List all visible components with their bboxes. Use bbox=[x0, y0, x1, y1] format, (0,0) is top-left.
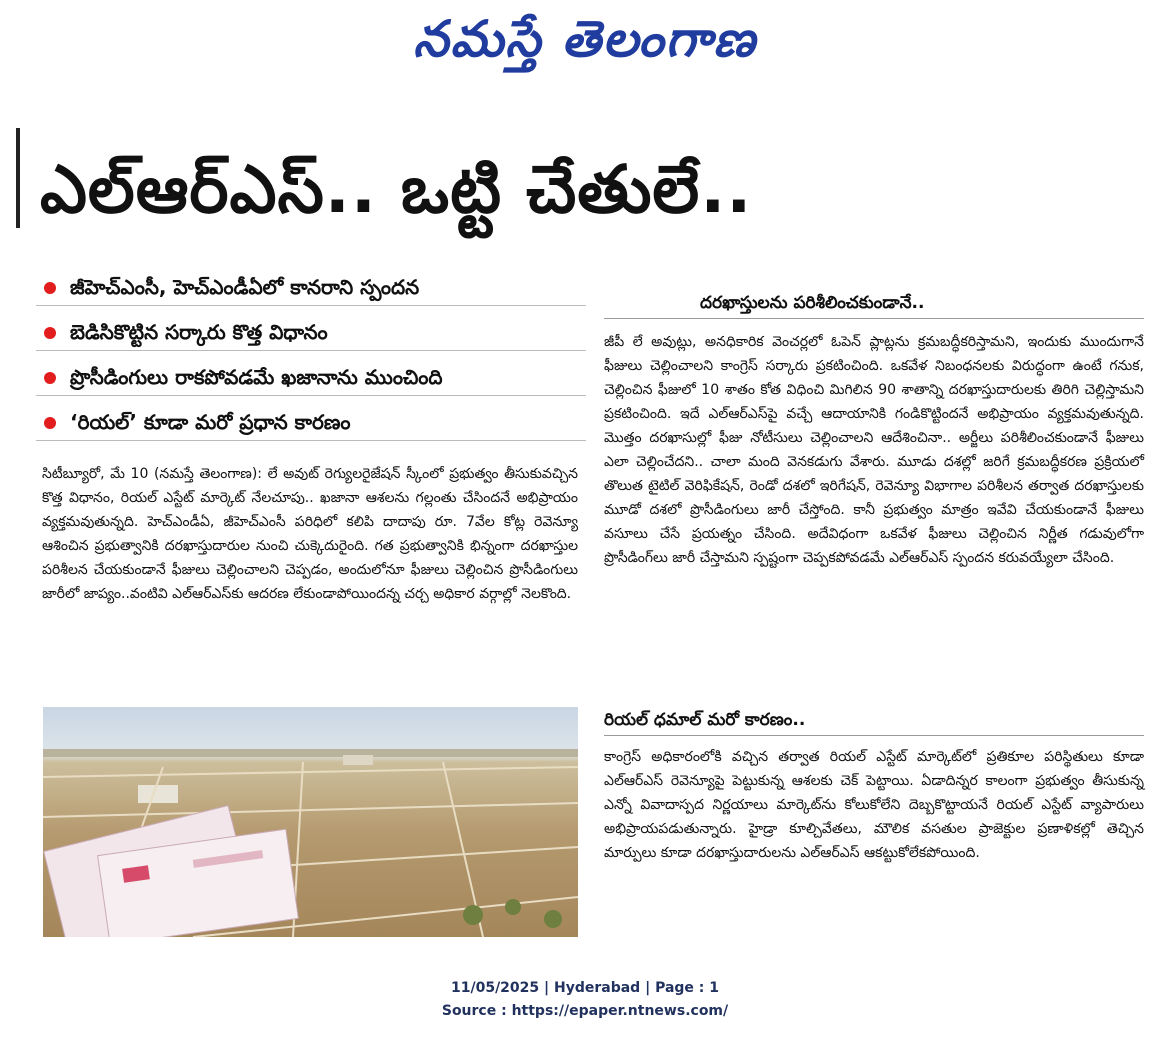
bullet-text: ప్రొసీడింగులు రాకపోవడమే ఖజానాను ముంచింది bbox=[70, 365, 443, 389]
article-photo bbox=[43, 707, 578, 937]
section-heading: దరఖాస్తులను పరిశీలించకుండానే.. bbox=[700, 293, 925, 313]
article-intro: సిటీబ్యూరో, మే 10 (నమస్తే తెలంగాణ): లే అవుట్‌ రెగ్యులరైజేషన్‌ స్కీంలో ప్రభుత్వం తీసుకువచ్చిన కొత్త విధానం, రియల్‌ ఎస్టేట్‌ మార్కెట్‌ నేలచూపు.. ఖజానా ఆశలను గల్లంతు చేసిందనే అభిప్రాయం వ్యక్తమవుతున్నది. హెచ్‌ఎండీఏ, జీహెచ్‌ఎంసీ పరిధిలో కలిపి దాదాపు రూ. 7వేల కోట్ల రెవెన్యూ ఆశించిన ప్రభుత్వానికి దరఖాస్తుదారుల నుంచి చుక్కెదురైంది. గత ప్రభుత్వానికి భిన్నంగా దరఖాస్తుల పరిశీలన చేయకుండానే ఫీజులు చెల్లించాలని చెప్పడం, అందులోనూ ఫీజులు చెల్లించిన ప్రొసీడింగులు జారీలో జాప్యం..వంటివి ఎల్‌ఆర్‌ఎస్‌కు ఆదరణ లేకుండాపోయిందన్న చర్చ అధికార వర్గాల్లో నెలకొంది. bbox=[42, 466, 578, 602]
section-heading: రియల్‌ ధమాల్‌ మరో కారణం.. bbox=[604, 710, 806, 730]
bullet-text: ‘రియల్‌’ కూడా మరో ప్రధాన కారణం bbox=[70, 410, 351, 434]
section-body: జీపీ లే అవుట్లు, అనధికారిక వెంచర్లలో ఓపెన్‌ ప్లాట్లను క్రమబద్ధీకరిస్తామని, ఇందుకు ముందుగానే ఫీజులు చెల్లించాలని కాంగ్రెస్‌ సర్కారు ప్రకటించింది. ఒకవేళ నిబంధనలకు విరుద్ధంగా ఉంటే గనుక, చెల్లించిన ఫీజులో 10 శాతం కోత విధించి మిగిలిన 90 శాతాన్ని దరఖాస్తుదారులకు తిరిగి చెల్లిస్తామని ప్రకటించింది. ఇదే ఎల్‌ఆర్‌ఎస్‌పై వచ్చే ఆదాయానికి గండికొట్టిందనే అభిప్రాయం వ్యక్తమవుతున్నది. మొత్తం దరఖాసుల్లో ఫీజు నోటీసులు చెల్లించాలని ఆదేశించినా.. అర్జీలు పరిశీలించకుండానే ఫీజులు ఎలా చెల్లించేదని.. చాలా మంది వెనకడుగు వేశారు. మూడు దశల్లో జరిగే క్రమబద్ధీకరణ ప్రక్రియలో తొలుత టైటిల్‌ వెరిఫికేషన్‌, రెండో దశలో ఇరిగేషన్‌, రెవెన్యూ విభాగాల పరిశీలన తర్వాత దరఖాస్తులకు మూడో దశలో ప్రొసీడింగులు జారీ చేస్తోంది. కానీ ప్రభుత్వం మాత్రం ఇవేవి చేయకుండానే ఫీజులు వసూలు చేసే ప్రయత్నం చేసింది. అదేవిధంగా ఒకవేళ ఫీజులు చెల్లించిన నిర్ణీత గడువులోగా ప్రొసీడింగ్‌లు జారీ చేస్తామని స్పష్టంగా చెప్పకపోవడమే ఎల్‌ఆర్‌ఎస్‌ స్పందన కరువయ్యేలా చేసింది. bbox=[604, 334, 1144, 566]
plots-landscape-illustration bbox=[43, 707, 578, 937]
bullet-dot-icon bbox=[44, 282, 56, 294]
section-divider bbox=[604, 318, 1144, 319]
bullet-item bbox=[36, 315, 586, 351]
bullet-list bbox=[36, 270, 586, 450]
bullet-item bbox=[36, 270, 586, 306]
bullet-item bbox=[36, 360, 586, 396]
footer-dateline: 11/05/2025 | Hyderabad | Page : 1 bbox=[450, 980, 720, 996]
section-divider bbox=[604, 735, 1144, 736]
headline: ఎల్‌ఆర్‌ఎస్‌.. ఒట్టి చేతులే.. bbox=[40, 151, 753, 228]
section-body: కాంగ్రెస్‌ అధికారంలోకి వచ్చిన తర్వాత రియల్‌ ఎస్టేట్‌ మార్కెట్‌లో ప్రతికూల పరిస్థితులు కూడా ఎల్‌ఆర్‌ఎస్‌ రెవెన్యూపై పెట్టుకున్న ఆశలకు చెక్‌ పెట్టాయి. ఏడాదిన్నర కాలంగా ప్రభుత్వం తీసుకున్న ఎన్నో వివాదాస్పద నిర్ణయాలు మార్కెట్‌ను కోలుకోలేని దెబ్బకొట్టాయనే రియల్‌ ఎస్టేట్‌ వ్యాపారులు అభిప్రాయపడుతున్నారు. హైడ్రా కూల్చివేతలు, మౌలిక వసతుల ప్రాజెక్టుల ప్రణాళికల్లో తెచ్చిన మార్పులు కూడా దరఖాస్తుదారులను ఎల్‌ఆర్‌ఎస్‌ ఆకట్టుకోలేకపోయింది. bbox=[604, 749, 1144, 861]
footer-source: Source : https://epaper.ntnews.com/ bbox=[441, 1003, 729, 1019]
masthead: నమస్తే తెలంగాణ bbox=[413, 9, 757, 68]
bullet-dot-icon bbox=[44, 327, 56, 339]
bullet-item bbox=[36, 405, 586, 441]
bullet-text: బెడిసికొట్టిన సర్కారు కొత్త విధానం bbox=[70, 320, 328, 344]
bullet-dot-icon bbox=[44, 372, 56, 384]
bullet-dot-icon bbox=[44, 417, 56, 429]
bullet-text: జీహెచ్‌ఎంసీ, హెచ్‌ఎండీఏలో కానరాని స్పందన bbox=[70, 275, 420, 299]
headline-rule bbox=[16, 128, 20, 228]
